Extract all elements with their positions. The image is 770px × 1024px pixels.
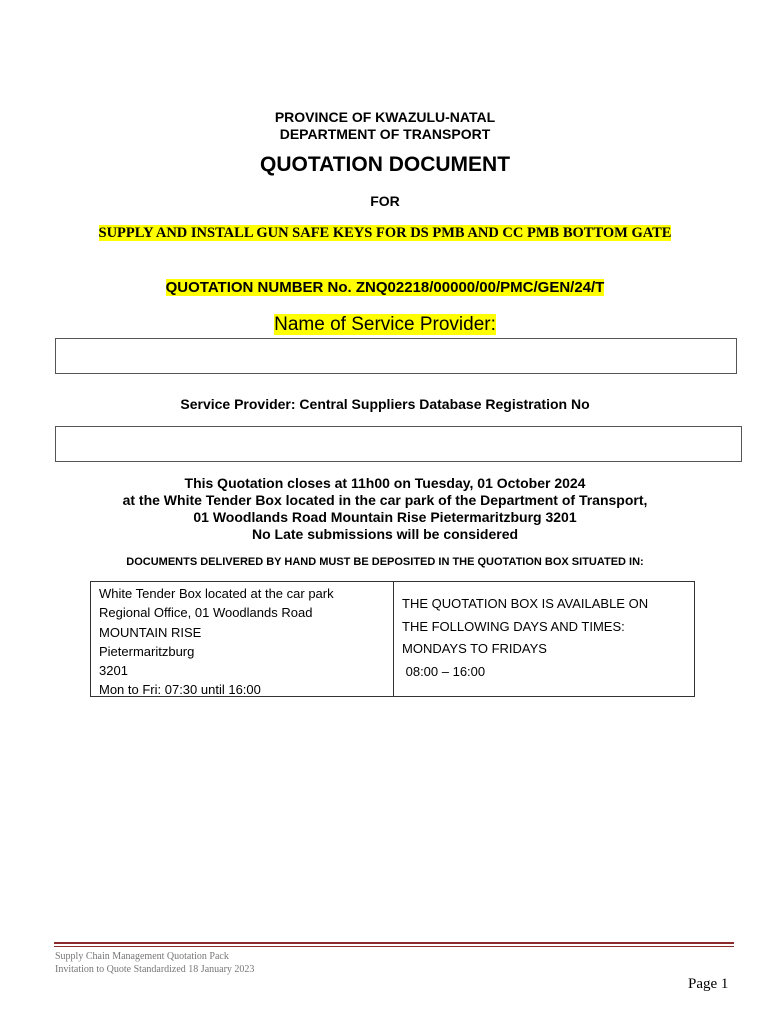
service-provider-name-label-wrapper xyxy=(0,314,770,336)
hand-delivery-notice: DOCUMENTS DELIVERED BY HAND MUST BE DEPOSITED IN THE QUOTATION BOX SITUATED IN: xyxy=(126,556,644,568)
closing-date-line: This Quotation closes at 11h00 on Tuesday, 01 October 2024 xyxy=(184,475,586,491)
project-title: SUPPLY AND INSTALL GUN SAFE KEYS FOR DS PMB AND CC PMB BOTTOM GATE xyxy=(98,225,672,241)
location-line: Pietermaritzburg xyxy=(99,643,195,659)
location-line: Mon to Fri: 07:30 until 16:00 xyxy=(99,682,261,698)
tender-box-location-cell xyxy=(91,582,394,696)
footer-pack-name: Supply Chain Management Quotation Pack xyxy=(55,951,229,962)
closing-location-line: at the White Tender Box located in the car park of the Department of Transport, xyxy=(122,492,648,508)
service-provider-name-field[interactable] xyxy=(55,338,737,374)
for-label: FOR xyxy=(370,193,400,209)
document-title: QUOTATION DOCUMENT xyxy=(259,153,511,176)
project-title-wrapper xyxy=(0,225,770,242)
hours-line: MONDAYS TO FRIDAYS xyxy=(402,641,547,656)
late-submission-notice: No Late submissions will be considered xyxy=(251,526,519,542)
footer-divider-thin xyxy=(54,946,734,947)
province-heading: PROVINCE OF KWAZULU-NATAL xyxy=(274,109,496,125)
service-provider-name-label: Name of Service Provider: xyxy=(274,314,496,335)
location-line: White Tender Box located at the car park xyxy=(99,586,334,601)
hours-line: THE QUOTATION BOX IS AVAILABLE ON xyxy=(402,596,649,611)
quotation-number-wrapper xyxy=(0,279,770,296)
location-line: Regional Office, 01 Woodlands Road xyxy=(99,605,313,621)
availability-hours-cell xyxy=(394,582,694,696)
hours-line: THE FOLLOWING DAYS AND TIMES: xyxy=(402,618,625,634)
quotation-number: QUOTATION NUMBER No. ZNQ02218/00000/00/PMC/GEN/24/T xyxy=(165,279,605,296)
footer-standardized-date: Invitation to Quote Standardized 18 January 2023 xyxy=(55,964,255,975)
footer-divider xyxy=(54,942,734,944)
hours-line: 08:00 – 16:00 xyxy=(402,663,486,679)
page-number: Page 1 xyxy=(688,976,729,992)
location-line: 3201 xyxy=(99,663,128,679)
closing-address-line: 01 Woodlands Road Mountain Rise Pietermaritzburg 3201 xyxy=(193,509,577,525)
csd-registration-label: Service Provider: Central Suppliers Database Registration No xyxy=(180,396,590,412)
location-line: MOUNTAIN RISE xyxy=(99,624,202,640)
quotation-box-table xyxy=(90,581,695,697)
csd-registration-field[interactable] xyxy=(55,426,742,462)
department-heading: DEPARTMENT OF TRANSPORT xyxy=(279,126,491,142)
